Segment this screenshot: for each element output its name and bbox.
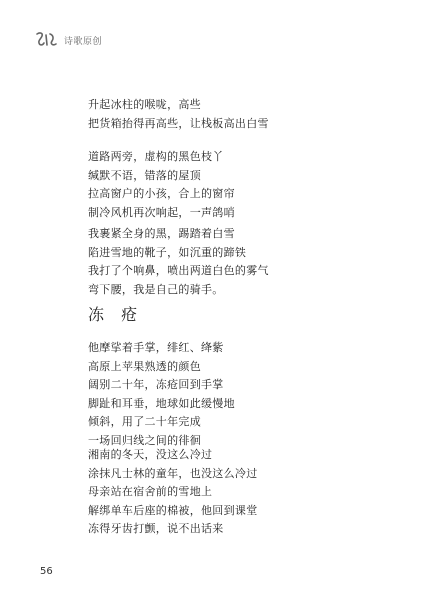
poem-title: 冻 疮 [88, 305, 144, 324]
page-number: 56 [40, 566, 53, 577]
calligraphy-logo [34, 30, 60, 50]
poem-line: 高原上苹果熟透的颜色 [88, 359, 201, 373]
poem-line: 把货箱抬得再高些，让栈板高出白雪 [88, 116, 269, 130]
poem-line: 冻得牙齿打颤，说不出话来 [88, 522, 224, 535]
poem-line: 一场回归线之间的徘徊 [88, 433, 201, 447]
poem-line: 涂抹凡士林的童年，也没这么冷过 [88, 466, 258, 480]
running-header [34, 30, 102, 50]
poem-line: 陷进雪地的靴子，如沉重的蹄铁 [88, 245, 247, 259]
header-title: 诗歌原创 [64, 36, 103, 47]
poem-line: 道路两旁，虚构的黑色枝丫 [88, 150, 224, 163]
stanza [88, 225, 269, 299]
poem-line: 他摩挲着手掌，绯红、绛紫 [88, 341, 224, 354]
poem-line: 我打了个响鼻，喷出两道白色的雾气 [88, 264, 269, 277]
stanza [88, 446, 258, 539]
poem-line: 制冷风机再次响起，一声鸽哨 [88, 205, 235, 219]
poem-line: 倾斜，用了二十年完成 [88, 415, 201, 428]
poem-line: 升起冰柱的喉咙，高些 [88, 98, 201, 111]
poem-line: 解绑单车后座的棉被，他回到课堂 [88, 503, 258, 517]
stanza [88, 148, 235, 222]
poem-line: 我裹紧全身的黑，踢踏着白雪 [88, 227, 235, 240]
poem-line: 湘南的冬天，没这么冷过 [88, 448, 213, 461]
poem-line: 缄默不语，错落的屋顶 [88, 168, 201, 182]
poem-line: 拉高窗户的小孩，合上的窗帘 [88, 187, 235, 200]
poem-line: 母亲站在宿舍前的雪地上 [88, 485, 213, 498]
stanza [88, 96, 269, 133]
poem-line: 弯下腰，我是自己的骑手。 [88, 282, 224, 296]
poem-line: 阔别二十年，冻疮回到手掌 [88, 378, 224, 391]
stanza [88, 339, 235, 450]
poem-line: 脚趾和耳垂，地球如此缓慢地 [88, 396, 235, 410]
